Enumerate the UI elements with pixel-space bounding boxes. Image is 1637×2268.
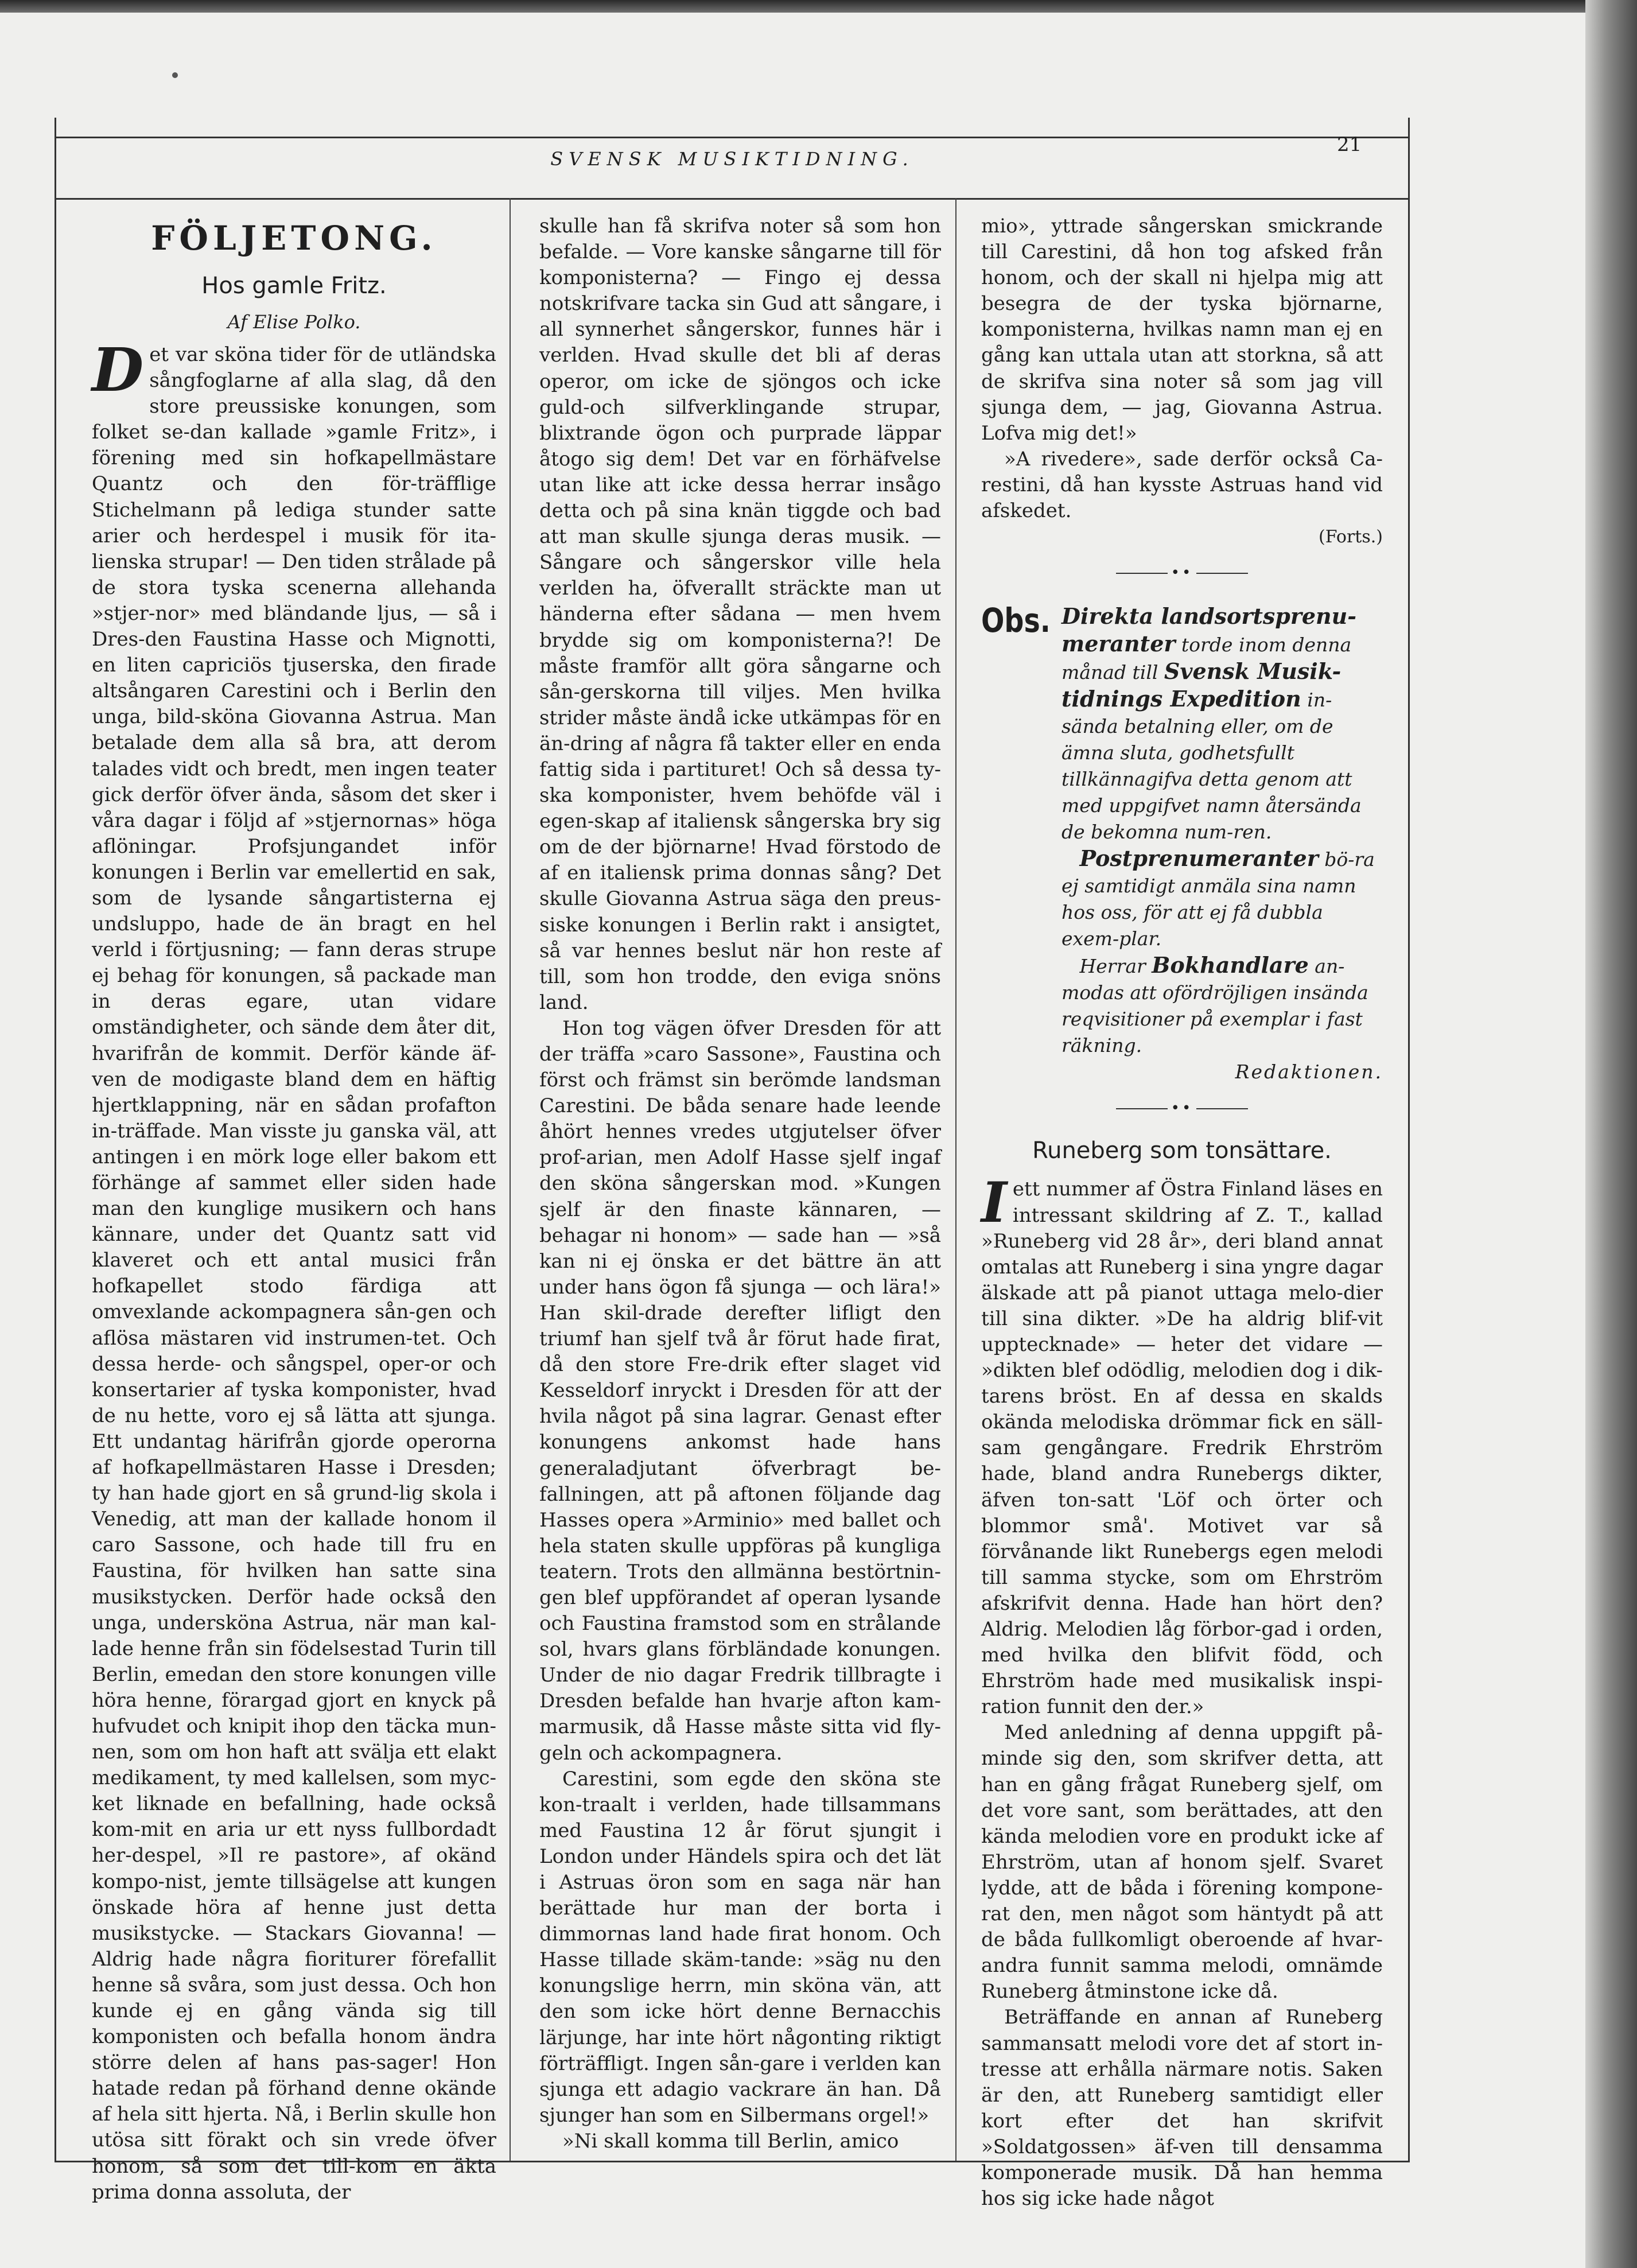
subscription-notice [981, 603, 1383, 1085]
article-title: Runeberg som tonsättare. [1032, 1137, 1332, 1164]
story-title: Hos gamle Fritz. [201, 273, 387, 299]
dust-speck [172, 72, 178, 78]
story-paragraph [92, 335, 496, 2205]
story-paragraph: »A rivedere», sade derför också Ca-restini, då han kysste Astruas hand vid afskedet. [981, 447, 1383, 523]
notice-bold: Postprenumeranter [1079, 845, 1319, 872]
header-rule-bottom [55, 198, 1410, 200]
notice-bold: Direkta landsortsprenu-meranter [1061, 603, 1357, 657]
drop-cap: I [981, 1170, 1007, 1236]
scan-edge-right [1585, 0, 1637, 2268]
story-paragraph: »Ni skall komma till Berlin, amico [562, 2129, 899, 2153]
column-3 [981, 213, 1383, 2212]
feuilleton-heading: FÖLJETONG. [151, 219, 437, 258]
column-rule-1 [510, 198, 511, 2161]
running-head: SVENSK MUSIKTIDNING. [550, 148, 914, 170]
story-paragraph: mio», yttrade sångerskan smickrande till Carestini, då hon tog afsked från honom, och der skall ni hjelpa mig att besegra de der tyska björnarne, komponisterna, hvilkas namn man ej en gång kan uttala utan att storkna, så att de skrifva sina noter så som jag vill sjunga dem, — jag, Giovanna Astrua. Lofva mig det!» [981, 215, 1383, 445]
page-number: 21 [1337, 133, 1362, 156]
notice-bold: Svensk Musik-tidnings Expedition [1061, 658, 1342, 712]
article-paragraph: Med anledning af denna uppgift på-minde sig den, som skrifver detta, att han en gång frågat Runeberg sjelf, om det vore sant, som berättades, att den kända melodien vore en produkt icke af Ehrström, utan af honom sjelf. Svaret lydde, att de båda i förening kompone-rat den, men något som häntydt på att de båda fullkomligt oberoende af hvar-andra funnit samma melodi, omnämde Runeberg åtminstone icke då. [981, 1721, 1383, 2003]
continued-note: (Forts.) [1319, 527, 1383, 547]
notice-text: Direkta landsortsprenu-meranter torde inom denna månad till Svensk Musik-tidnings Expedition in-sända betalning eller, om de ämna sluta, godhetsfullt tillkännagifva detta genom att med uppgifvet namn återsända de bekomna num-ren. Postprenumeranter bö-ra ej samtidigt anmäla sina namn hos oss, för att ej få dubbla exem-plar. Herrar Bokhandlare an-modas att ofördröjligen insända reqvisitioner på exemplar i fast räkning. Redaktionen. [1061, 603, 1383, 1085]
story-paragraph: skulle han få skrifva noter så som hon befalde. — Vore kanske sångarne till för komponisterna? — Fingo ej dessa notskrifvare tacka sin Gud att sångare, i all synnerhet sångerskor, funnes här i verlden. Hvad skulle det bli af deras operor, om icke de sjöngos och icke guld-och silfverklingande strupar, blixtrande ögon och purprade läppar åtogo sig dem! Det var en förhäfvelse utan like att icke dessa herrar insågo detta och på sina knän tiggde och bad att man skulle sjunga deras musik. — Sångare och sångerskor ville hela verlden ha, öfverallt sträckte man ut händerna efter sådana — men hvem brydde sig om komponisterna?! De måste framför allt göra sångarne och sån-gerskorna till viljes. Men hvilka strider måste ändå icke utkämpas för en än-dring af några få takter eller en enda fattig sida i partituret! Och så dessa ty-ska komponister, hvem behöfde väl i egen-skap af italiensk sångerska bry sig om de der björnarne! Hvad förstodo de af en italiensk prima donnas sång? Det skulle Giovanna Astrua säga den preus-siske konungen i Berlin rakt i ansigtet, så var hennes beslut när hon reste af till, som hon trodde, den eviga snöns land. [539, 215, 941, 1014]
story-paragraph: Hon tog vägen öfver Dresden för att der träffa »caro Sassone», Faustina och först och främst sin berömde landsman Carestini. De båda senare hade leende åhört hennes vredes utgjutelser öfver prof-arian, men Adolf Hasse sjelf ingaf den sköna sångerskan mod. »Kungen sjelf är den finaste kännaren, — behagar ni honom» — sade han — »så kan ni ej önska er det bättre än att under hans ögon få sjunga — och lära!» Han skil-drade derefter lifligt den triumf han sjelf två år förut hade firat, då den store Fre-drik efter slaget vid Kesseldorf inryckt i Dresden för att der hvila något på sina lagrar. Genast efter konungens ankomst hade hans generaladjutant öfverbragt be-fallningen, att på aftonen följande dag Hasses opera »Arminio» med ballet och hela staten skulle uppföras på kungliga teatern. Trots den allmänna bestörtnin-gen blef uppförandet af operan lysande och Faustina framstod som en strålande sol, hvars glans förbländade konungen. Under de nio dagar Fredrik tillbragte i Dresden befalde han hvarje afton kam-marmusik, då Hasse måste sitta vid fly-geln och ackompagnera. [539, 1016, 941, 1765]
column-1 [92, 213, 496, 2205]
story-byline: Af Elise Polko. [227, 311, 361, 333]
column-2 [539, 213, 941, 2154]
divider-ornament: •• [981, 560, 1383, 586]
article-paragraph: Iett nummer af Östra Finland läses en intressant skildring af Z. T., kallad »Runeberg vid 28 år», deri bland annat omtalas att Runeberg i sina yngre dagar älskade att på pianot uttaga melo-dier till sina dikter. »De ha aldrig blif-vit upptecknade» — heter det vidare — »dikten blef odödlig, melodien dog i dik-tarens bröst. En af dessa en skalds okända melodiska drömmar fick en säll-sam gengångare. Fredrik Ehrström hade, bland andra Runebergs dikter, äfven ton-satt 'Löf och örter och blommor små'. Motivet var så förvånande likt Runebergs egen melodi till samma stycke, som om Ehrström afskrifvit denna. Hade han hört den? Aldrig. Melodien låg förbor-gad i orden, med hvilka den blifvit född, och Ehrström hade med musikalisk inspi-ration funnit den der.» [981, 1170, 1383, 1719]
header-rule-top [55, 137, 1410, 138]
notice-signature: Redaktionen. [1235, 1061, 1383, 1083]
article-paragraph: Beträffande en annan af Runeberg sammansatt melodi vore det af stort in-tresse att erhålla närmare notis. Saken är den, att Runeberg samtidigt eller kort efter det han skrifvit »Soldatgossen» äf-ven till densamma komponerade musik. Då han hemma hos sig icke hade något [981, 2006, 1383, 2211]
story-text: et var sköna tider för de utländska sångfoglarne af alla slag, då den store preussiske konungen, som folket se-dan kallade »gamle Fritz», i förening med sin hofkapellmästare Quantz och den för-träfflige Stichelmann på lediga stunder satte arier och herdespel i musik för ita-lienska strupar! — Den tiden strålade på de stora tyska scenerna allehanda »stjer-nor» med bländande ljus, — så i Dres-den Faustina Hasse och Mignotti, en liten capriciös tjuserska, den firade altsångaren Carestini och i Berlin den unga, bild-sköna Giovanna Astrua. Man betalade dem alla så bra, att derom talades vidt och bredt, men ingen teater gick derför öfver ända, såsom det sker i våra dagar i följd af »stjernornas» höga aflöningar. Profsjungandet inför konungen i Berlin var emellertid en sak, som de lysande sångartisterna ej undsluppo, hade de än bragt en hel verld i förtjusning; — fann deras strupe ej behag för konungen, så packade man in deras egare, utan vidare omständigheter, och sände dem åter dit, hvarifrån de kommit. Derför kände äf-ven de modigaste bland dem en häftig hjertklappning, när en sådan profafton in-träffade. Man visste ju ganska väl, att antingen i en mörk loge eller bakom ett förhänge af sammet eller siden hade man den kunglige musikern och hans kännare, under det Quantz satt vid klaveret och ett antal musici från hofkapellet stodo färdiga att omvexlande ackompagnera sån-gen och aflösa mästaren vid instrumen-tet. Och dessa herde- och sångspel, oper-or och konsertarier af tyska komponister, hvad de nu hette, voro ej så lätta att sjunga. Ett undantag härifrån gjorde operorna af hofkapellmästaren Hasse i Dresden; ty han hade gjort en så grund-lig skola i Venedig, att man der kallade honom il caro Sassone, och hade till fru en Faustina, för hvilken han satte sina musikstycken. Derför hade också den unga, undersköna Astrua, när man kal-lade henne från sin födelsestad Turin till Berlin, emedan den store konungen ville höra henne, förargad gjort en knyck på hufvudet och knipit ihop den täcka mun-nen, som om hon haft att svälja ett elakt medikament, ty med kallelsen, som myc-ket liknade en befallning, hade också kom-mit en aria ur ett nyss fullbordadt her-despel, »Il re pastore», af okänd kompo-nist, jemte tillsägelse att kungen önskade höra af henne just detta musikstycke. — Stackars Giovanna! — Aldrig hade några fioriturer förefallit henne så svåra, som just dessa. Och hon kunde ej en gång vända sig till komponisten och befalla honom ändra större delen af hans pas-sager! Hon hatade redan på förhand denne okände af hela sitt hjerta. Nå, i Berlin skulle hon utösa sitt förakt och sin vrede öfver honom, så som det till-kom en äkta prima donna assoluta, der [92, 343, 496, 2204]
drop-cap: D [92, 335, 144, 405]
notice-bold: Bokhandlare [1152, 952, 1309, 978]
notice-label: Obs. [981, 601, 1051, 640]
divider-ornament: •• [981, 1096, 1383, 1121]
story-paragraph: Carestini, som egde den sköna ste kon-traalt i verlden, hade tillsammans med Faustina 12 år förut sjungit i London under Händels spira och det lät i Astruas öron som en saga när han berättade hur man der borta i dimmornas land hade firat honom. Och Hasse tillade skäm-tande: »säg nu den konungslige herrn, min sköna vän, att den som icke hört denne Bernacchis lärjunge, har inte hört någonting riktigt förträffligt. Ingen sån-gare i verlden kan sjunga ett adagio vackrare än han. Då sjunger han som en Silbermans orgel!» [539, 1767, 941, 2127]
column-rule-2 [955, 198, 956, 2161]
